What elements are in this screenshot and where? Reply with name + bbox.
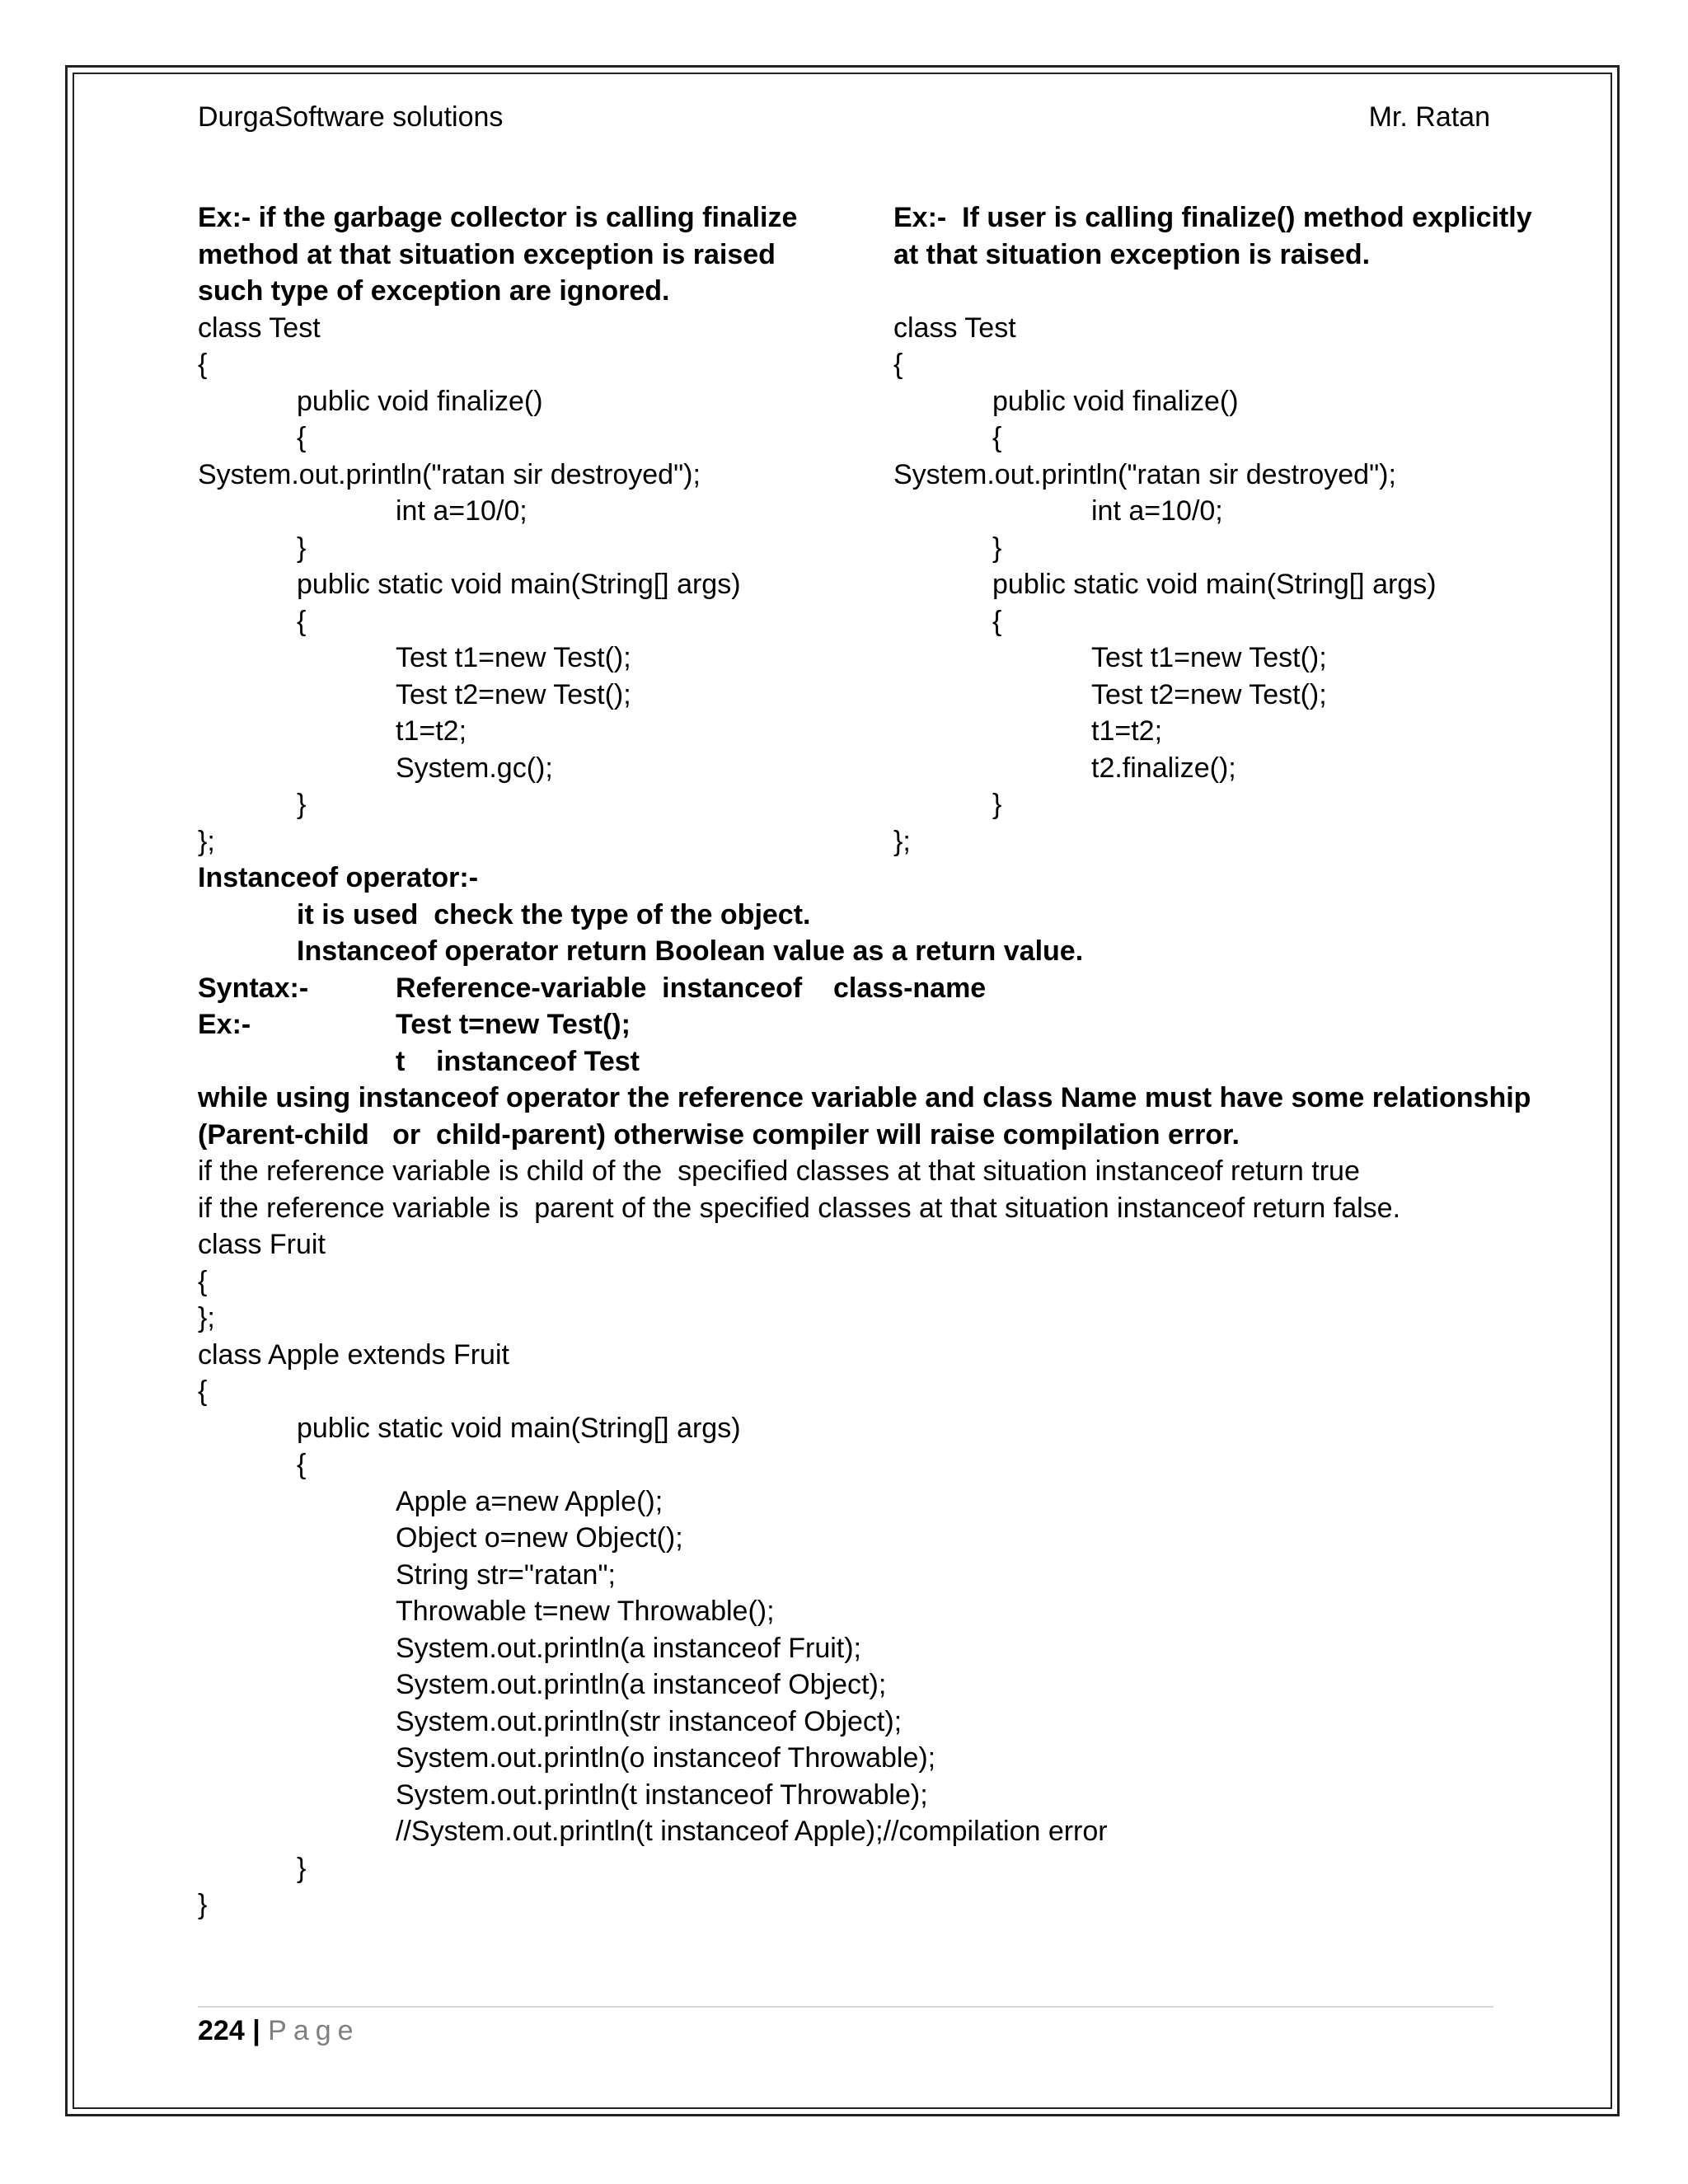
body-line: { — [198, 1265, 208, 1297]
body-line: System.out.println(o instanceof Throwable); — [396, 1742, 936, 1774]
body-line: class Apple extends Fruit — [198, 1338, 509, 1371]
body-line: System.out.println(a instanceof Fruit); — [396, 1632, 862, 1664]
page-word: Page — [268, 2015, 360, 2046]
body-line: { — [297, 1449, 307, 1480]
body-line: //System.out.println(t instanceof Apple);//compilation error — [396, 1816, 1108, 1847]
right-code-line: { — [992, 605, 1002, 637]
page-number: 224 — [198, 2015, 245, 2046]
body-line: it is used check the type of the object. — [297, 898, 811, 930]
body-line: if the reference variable is parent of the specified classes at that situation instanceof return false. — [198, 1192, 1401, 1224]
right-code-line: public void finalize() — [992, 385, 1239, 417]
right-code-line: { — [992, 422, 1002, 453]
right-code-line: t1=t2; — [1091, 715, 1163, 747]
left-code-line: { — [297, 605, 307, 637]
body-line: public static void main(String[] args) — [297, 1412, 741, 1444]
left-code-line: t1=t2; — [396, 715, 467, 747]
right-code-line: System.out.println("ratan sir destroyed"); — [893, 458, 1396, 490]
left-code-line: public static void main(String[] args) — [297, 569, 741, 600]
right-code-line: Ex:- If user is calling finalize() method explicitly — [893, 202, 1532, 233]
body-line: while using instanceof operator the reference variable and class Name must have some relationship — [198, 1082, 1531, 1113]
body-line-label: Ex:- — [198, 1009, 251, 1040]
left-code-line: } — [297, 789, 307, 820]
right-code-line: int a=10/0; — [1091, 495, 1223, 527]
body-line: System.out.println(str instanceof Object); — [396, 1705, 903, 1737]
body-line: Test t=new Test(); — [396, 1009, 631, 1040]
body-line: t instanceof Test — [396, 1045, 640, 1077]
body-line: Object o=new Object(); — [396, 1522, 683, 1554]
left-code-line: }; — [198, 825, 215, 857]
body-line: { — [198, 1376, 208, 1407]
footer-divider — [198, 2006, 1493, 2008]
right-code-line: class Test — [893, 312, 1016, 344]
footer — [198, 2013, 360, 2049]
body-line: if the reference variable is child of the specified classes at that situation instanceof return true — [198, 1155, 1360, 1187]
right-code-line: at that situation exception is raised. — [893, 238, 1371, 270]
right-code-line: t2.finalize(); — [1091, 752, 1236, 784]
left-code-line: Test t1=new Test(); — [396, 642, 631, 673]
body-line: String str="ratan"; — [396, 1558, 616, 1591]
footer-separator: | — [252, 2015, 260, 2046]
right-code-line: } — [992, 789, 1002, 820]
body-line-label: Syntax:- — [198, 972, 309, 1004]
body-line: Instanceof operator:- — [198, 862, 479, 893]
right-code-line: } — [992, 532, 1002, 564]
body-line: (Parent-child or child-parent) otherwise compiler will raise compilation error. — [198, 1118, 1240, 1151]
header-right: Mr. Ratan — [1368, 101, 1490, 133]
body-line: } — [297, 1852, 307, 1884]
left-code-line: { — [198, 349, 208, 380]
body-line: Apple a=new Apple(); — [396, 1485, 663, 1517]
left-code-line: System.out.println("ratan sir destroyed"); — [198, 458, 701, 490]
body-line: Reference-variable instanceof class-name — [396, 972, 987, 1004]
right-code-line: { — [893, 349, 903, 380]
left-code-line: Ex:- if the garbage collector is calling finalize — [198, 202, 798, 233]
header-left: DurgaSoftware solutions — [198, 101, 504, 133]
right-code-line: }; — [893, 825, 911, 857]
left-code-line: class Test — [198, 312, 321, 344]
right-code-line: public static void main(String[] args) — [992, 569, 1437, 600]
left-code-line: method at that situation exception is raised — [198, 238, 776, 270]
body-line: Throwable t=new Throwable(); — [396, 1596, 775, 1627]
left-code-line: such type of exception are ignored. — [198, 275, 670, 307]
left-code-line: { — [297, 422, 307, 453]
body-line: System.out.println(a instanceof Object); — [396, 1669, 887, 1700]
right-code-line: Test t2=new Test(); — [1091, 678, 1327, 710]
body-line: }; — [198, 1302, 215, 1333]
body-line: class Fruit — [198, 1229, 326, 1260]
body-line: Instanceof operator return Boolean value as a return value. — [297, 935, 1084, 967]
left-code-line: Test t2=new Test(); — [396, 678, 631, 710]
body-line: } — [198, 1889, 208, 1920]
left-code-line: int a=10/0; — [396, 495, 528, 527]
left-code-line: System.gc(); — [396, 752, 553, 784]
right-code-line: Test t1=new Test(); — [1091, 642, 1327, 673]
left-code-line: } — [297, 532, 307, 564]
left-code-line: public void finalize() — [297, 385, 543, 417]
body-line: System.out.println(t instanceof Throwable); — [396, 1779, 928, 1811]
